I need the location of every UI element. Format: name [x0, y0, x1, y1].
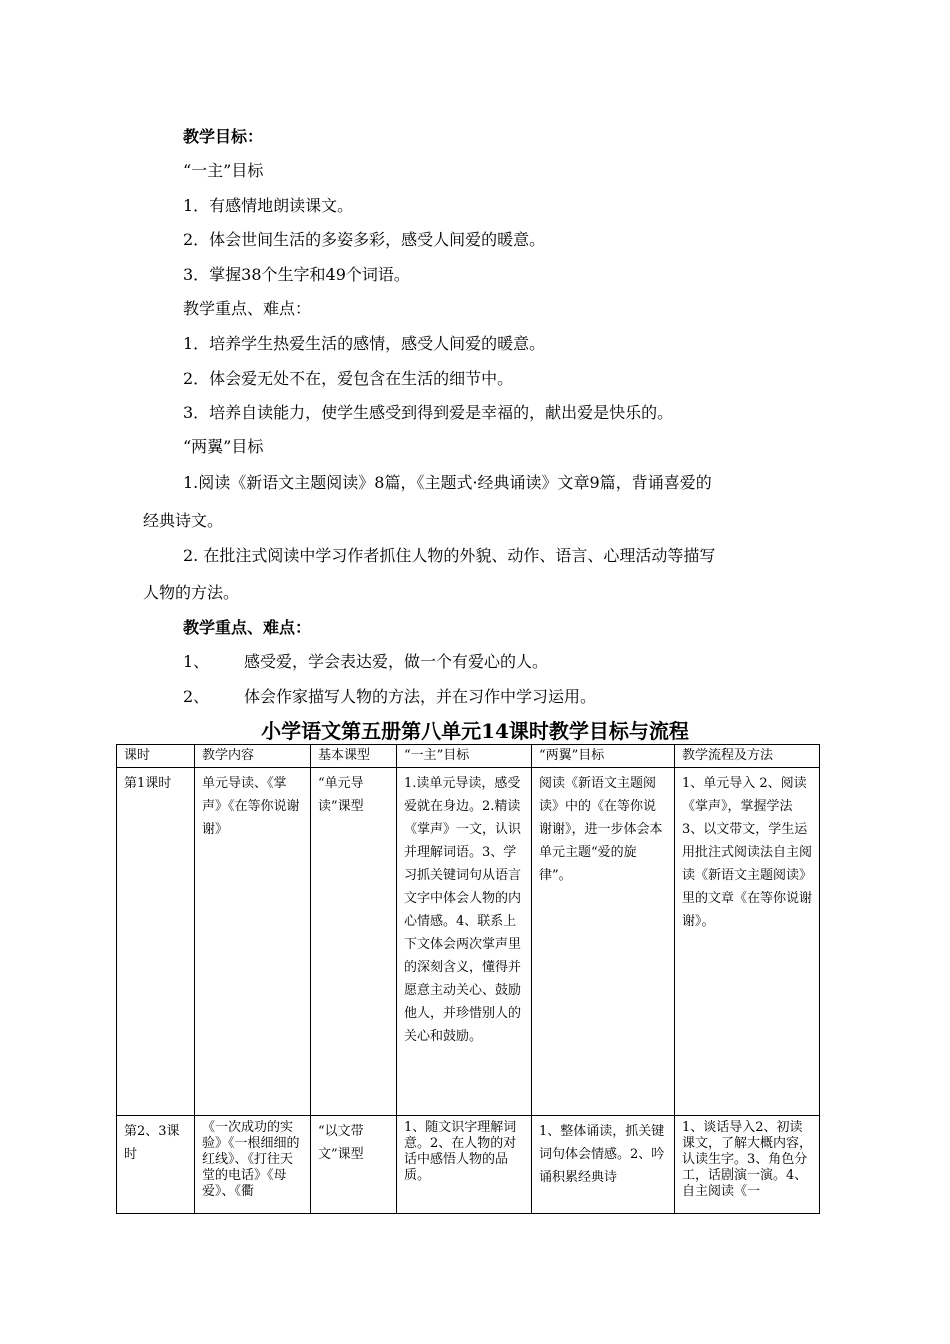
yizhu-heading: “一主”目标 [183, 161, 264, 180]
key-item-3: 3．培养自读能力，使学生感受到得到爱是幸福的，献出爱是快乐的。 [183, 403, 674, 422]
cell-lesson-type: “单元导读”课型 [311, 768, 397, 1116]
cell-liangyi-goal: 阅读《新语文主题阅读》中的《在等你说谢谢》，进一步体会本单元主题“爱的旋律”。 [532, 768, 675, 1116]
liangyi-item-1-line-2: 经典诗文。 [143, 511, 224, 530]
key2-item-1-text: 感受爱，学会表达爱，做一个有爱心的人。 [244, 652, 549, 671]
liangyi-item-2-line-1: 2. 在批注式阅读中学习作者抓住人物的外貌、动作、语言、心理活动等描写 [183, 546, 716, 565]
yizhu-item-3: 3．掌握38个生字和49个词语。 [183, 265, 410, 284]
header-period: 课时 [117, 745, 195, 768]
table-title: 小学语文第五册第八单元14课时教学目标与流程 [261, 719, 689, 743]
header-lesson-type: 基本课型 [311, 745, 397, 768]
header-process: 教学流程及方法 [675, 745, 820, 768]
cell-content: 单元导读、《掌声》《在等你说谢谢》 [195, 768, 311, 1116]
table-row [117, 768, 820, 1116]
liangyi-item-2-line-2: 人物的方法。 [143, 583, 240, 602]
key2-item-1-num: 1、 [183, 652, 210, 671]
header-content: 教学内容 [195, 745, 311, 768]
cell-process: 1、单元导入 2、阅读《掌声》，掌握学法3、以文带文，学生运用批注式阅读法自主阅读《新语文主题阅读》里的文章《在等你说谢谢》。 [675, 768, 820, 1116]
cell-yizhu-goal: 1.读单元导读，感受爱就在身边。2.精读《掌声》一文，认识并理解词语。3、学习抓关键词句从语言文字中体会人物的内心情感。4、联系上下文体会两次掌声里的深刻含义，懂得并愿意主动关心、鼓励他人，并珍惜别人的关心和鼓励。 [397, 768, 532, 1116]
key-item-2: 2．体会爱无处不在，爱包含在生活的细节中。 [183, 369, 514, 388]
header-yizhu-goal: “一主”目标 [397, 745, 532, 768]
cell-content: 《一次成功的实验》《一根细细的红线》、《打往天堂的电话》《母爱》、《衢 [195, 1116, 311, 1214]
key-item-1: 1．培养学生热爱生活的感情，感受人间爱的暖意。 [183, 334, 546, 353]
table-header-row [117, 745, 820, 768]
yizhu-item-1: 1．有感情地朗读课文。 [183, 196, 354, 215]
cell-lesson-type: “以文带文”课型 [311, 1116, 397, 1214]
key-heading-2: 教学重点、难点： [183, 618, 312, 637]
cell-liangyi-goal: 1、整体诵读，抓关键词句体会情感。2、吟诵积累经典诗 [532, 1116, 675, 1214]
key-heading-1: 教学重点、难点： [183, 299, 312, 318]
table-row [117, 1116, 820, 1214]
cell-period: 第2、3课时 [117, 1116, 195, 1214]
cell-yizhu-goal: 1、随文识字理解词意。2、在人物的对话中感悟人物的品质。 [397, 1116, 532, 1214]
liangyi-heading: “两翼”目标 [183, 437, 264, 456]
cell-process: 1、谈话导入2、初读课文，了解大概内容，认读生字。3、角色分工，话剧演一演。4、自主阅读《一 [675, 1116, 820, 1214]
goals-heading: 教学目标： [183, 127, 264, 146]
liangyi-item-1-line-1: 1.阅读《新语文主题阅读》8篇，《主题式·经典诵读》文章9篇，背诵喜爱的 [183, 473, 712, 492]
key2-item-2-text: 体会作家描写人物的方法，并在习作中学习运用。 [244, 687, 597, 706]
lesson-plan-table [116, 744, 820, 1214]
key2-item-2-num: 2、 [183, 687, 210, 706]
cell-period: 第1课时 [117, 768, 195, 1116]
header-liangyi-goal: “两翼”目标 [532, 745, 675, 768]
yizhu-item-2: 2．体会世间生活的多姿多彩，感受人间爱的暖意。 [183, 230, 546, 249]
